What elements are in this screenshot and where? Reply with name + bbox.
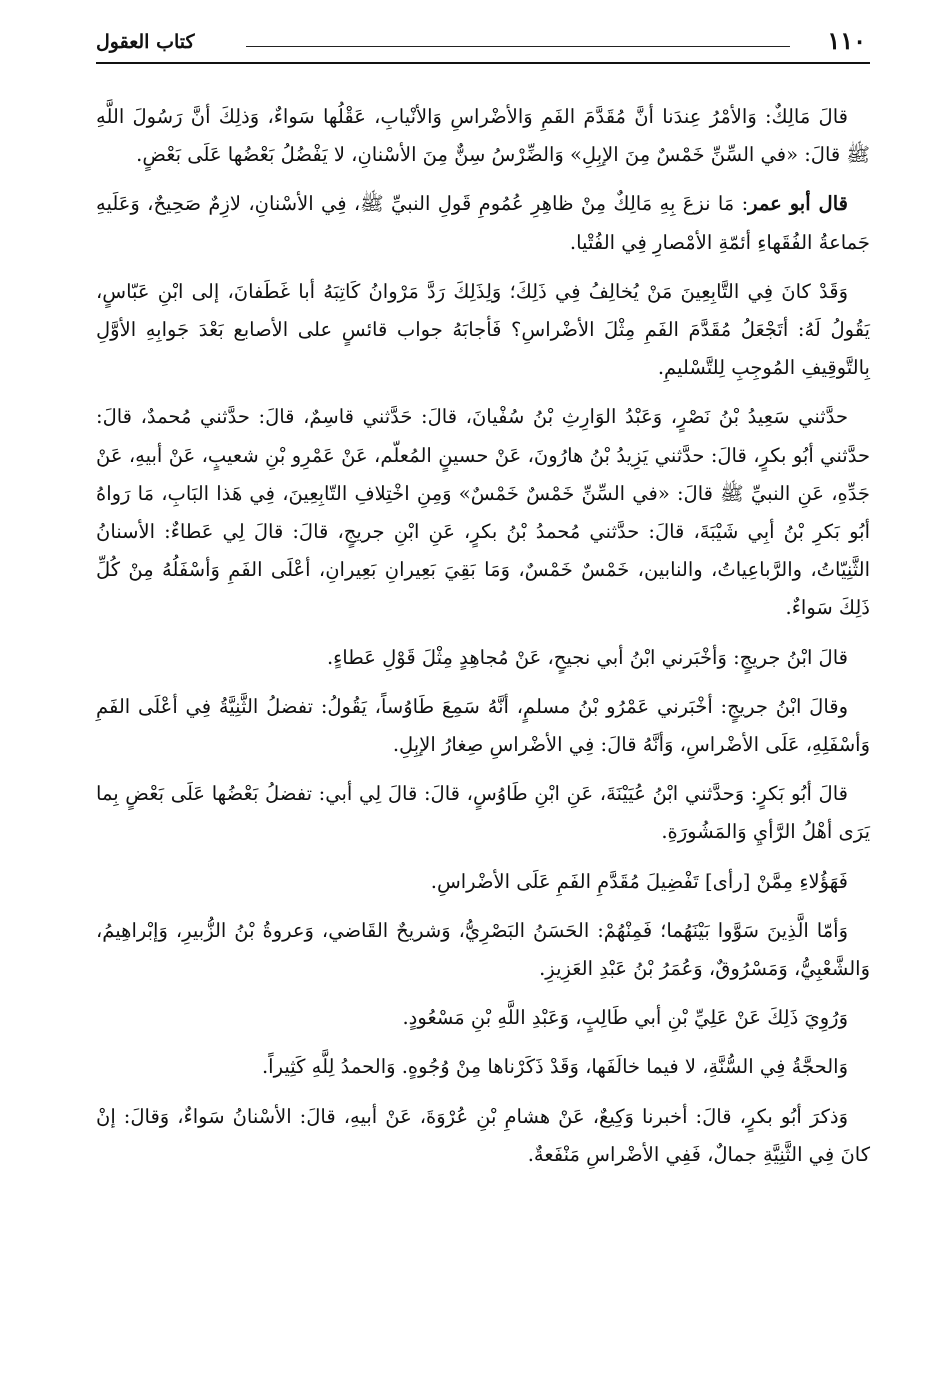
page-number: ١١٠: [827, 26, 866, 55]
paragraph: [96, 98, 870, 174]
paragraph: [96, 912, 870, 988]
paragraph: [96, 1098, 870, 1174]
paragraph-text: وقالَ ابْنُ جريجٍ: أخْبَرني عَمْرُو بْنُ مسلمٍ، أنَّهُ سَمِعَ طَاوُساً، يَقُولُ: تفضلُ الثَّنِيَّةُ فِي أعْلَى الفَمِ وَأسْفَلِهِ، عَلَى الأضْراسِ، وَأنَّهُ قالَ: فِي الأضْراسِ صِغارُ الإبِلِ.: [96, 694, 870, 757]
paragraph-text: : مَا نزعَ بِهِ مَالِكٌ مِنْ ظاهِرِ عُمُومِ قَولِ النبيِّ ﷺ، فِي الأسْنانِ، لازِمٌ صَحِيحٌ، وَعَلَيهِ جَماعةُ الفُقَهاءِ أئمّةِ الأمْصارِ فِي الفُتْيا.: [96, 192, 870, 254]
speaker-label: قال أبو عمر: [748, 192, 848, 216]
running-header: [96, 22, 870, 64]
book-page: [96, 22, 870, 1362]
paragraph: [96, 688, 870, 764]
paragraph-text: قالَ مَالِكٌ: وَالأمْرُ عِندَنا أنَّ مُقَدَّمَ الفَمِ وَالأضْراسِ وَالأنْيابِ، عَقْلُها سَواءٌ، وَذلِكَ أنَّ رَسُولَ اللَّهِ ﷺ قالَ: «في السِّنِّ خَمْسٌ مِنَ الإبِلِ» وَالضِّرْسُ سِنٌّ مِنَ الأسْنانِ، لا يَفْضُلُ بَعْضُها عَلَى بَعْضٍ.: [96, 105, 870, 167]
paragraph: [96, 1048, 870, 1086]
body-text: [96, 98, 870, 1174]
paragraph-text: وَذكرَ أبُو بكرٍ، قالَ: أخبرنا وَكِيعٌ، عَنْ هشامِ بْنِ عُرْوَةَ، عَنْ أبيهِ، قالَ: الأسْنانُ سَواءٌ، وَقالَ: إنْ كانَ فِي الثَّنِيَّةِ جمالٌ، فَفِي الأضْراسِ مَنْفَعةٌ.: [96, 1104, 870, 1166]
paragraph: [96, 775, 870, 851]
paragraph-text: فَهَؤُلاءِ مِمَّنْ [رأى] تَفْضِيلَ مُقَدَّمِ الفَمِ عَلَى الأضْراسِ.: [430, 869, 848, 893]
paragraph-text: حدَّثني سَعِيدُ بْنُ نَصْرٍ، وَعَبْدُ الوَارِثِ بْنُ سُفْيانَ، قالَ: حَدَّثني قاسِمٌ، قالَ: حدَّثني مُحمدٌ، قالَ: حدَّثني أبُو بكرٍ، قالَ: حدَّثني يَزِيدُ بْنُ هارُونَ، عَنْ حسينٍ المُعلّم، عَنْ عَمْرِو بْنِ شعيبٍ، عَنْ أبيهِ، عَنْ جَدِّهِ، عَنِ النبيِّ ﷺ قالَ: «في السِّنِّ خَمْسٌ خَمْسٌ» وَمِنِ اخْتِلافِ التّابِعِينَ، فِي هَذا البَابِ، مَا رَواهُ أبُو بَكرِ بْنُ أبِي شَيْبَةَ، قالَ: حدَّثني مُحمدُ بْنُ بكرٍ، عَنِ ابْنِ جريجٍ، قالَ: قالَ لِي عَطاءٌ: الأسنانُ الثَّنِيّاتُ، والرَّباعِياتُ، والنابين، خَمْسٌ خَمْسٌ، وَمَا بَقِيَ بَعِيرانِ بَعِيرانِ، أعْلَى الفَمِ وَأسْفَلُهُ مِنْ كُلِّ ذَلِكَ سَواءٌ.: [96, 405, 870, 620]
header-rule: [246, 46, 790, 47]
paragraph: [96, 999, 870, 1037]
paragraph: [96, 398, 870, 627]
paragraph: [96, 273, 870, 388]
paragraph-text: وَرُوِيَ ذَلِكَ عَنْ عَلِيِّ بْنِ أبي طَالِبٍ، وَعَبْدِ اللَّهِ بْنِ مَسْعُودٍ.: [402, 1006, 848, 1030]
paragraph-text: وَأمّا الَّذِينَ سَوَّوا بَيْنَهُما؛ فَمِنْهُمْ: الحَسَنُ البَصْرِيُّ، وَشريحٌ القَاضي، وَعروةُ بْنُ الزُّبيرِ، وَإبْراهِيمُ، وَالشَّعْبِيُّ، وَمَسْرُوقٌ، وَعُمَرُ بْنُ عَبْدِ العَزِيزِ.: [96, 918, 870, 981]
book-title: كتاب العقول: [96, 31, 195, 53]
paragraph: [96, 185, 870, 261]
paragraph-text: قالَ ابْنُ جريجٍ: وَأخْبَرني ابْنُ أبي نجيحٍ، عَنْ مُجاهِدٍ مِثْلَ قَوْلِ عَطاءٍ.: [326, 645, 848, 669]
paragraph: [96, 639, 870, 677]
paragraph-text: وَالحجَّةُ فِي السُّنَّةِ، لا فيما خالَفَها، وَقَدْ ذَكَرْناها مِنْ وُجُوهٍ. وَالحمدُ لِلَّهِ كَثِيراً.: [261, 1055, 848, 1079]
paragraph-text: وَقَدْ كانَ فِي التَّابِعِينَ مَنْ يُخالِفُ فِي ذَلِكَ؛ وَلِذَلِكَ رَدَّ مَرْوانُ كَاتِبَهُ أبا غَطَفانَ، إلى ابْنِ عَبّاسٍ، يَقُولُ لَهُ: أتَجْعَلُ مُقَدَّمَ الفَمِ مِثْلَ الأضْراسِ؟ فَأجابَهُ جواب قائسٍ على الأصابع بَعْدَ جَوابِهِ الأوَّلِ بِالتَّوقِيفِ المُوجِبِ لِلتَّسْليمِ.: [96, 279, 870, 380]
paragraph: [96, 863, 870, 901]
paragraph-text: قالَ أبُو بَكرٍ: وَحدَّثني ابْنُ عُيَيْنَةَ، عَنِ ابْنِ طَاوُسٍ، قالَ: قالَ لِي أبي: تفضلُ بَعْضُها عَلَى بَعْضٍ بِما يَرَى أهْلُ الرَّأيِ وَالمَشُورَةِ.: [96, 782, 870, 844]
